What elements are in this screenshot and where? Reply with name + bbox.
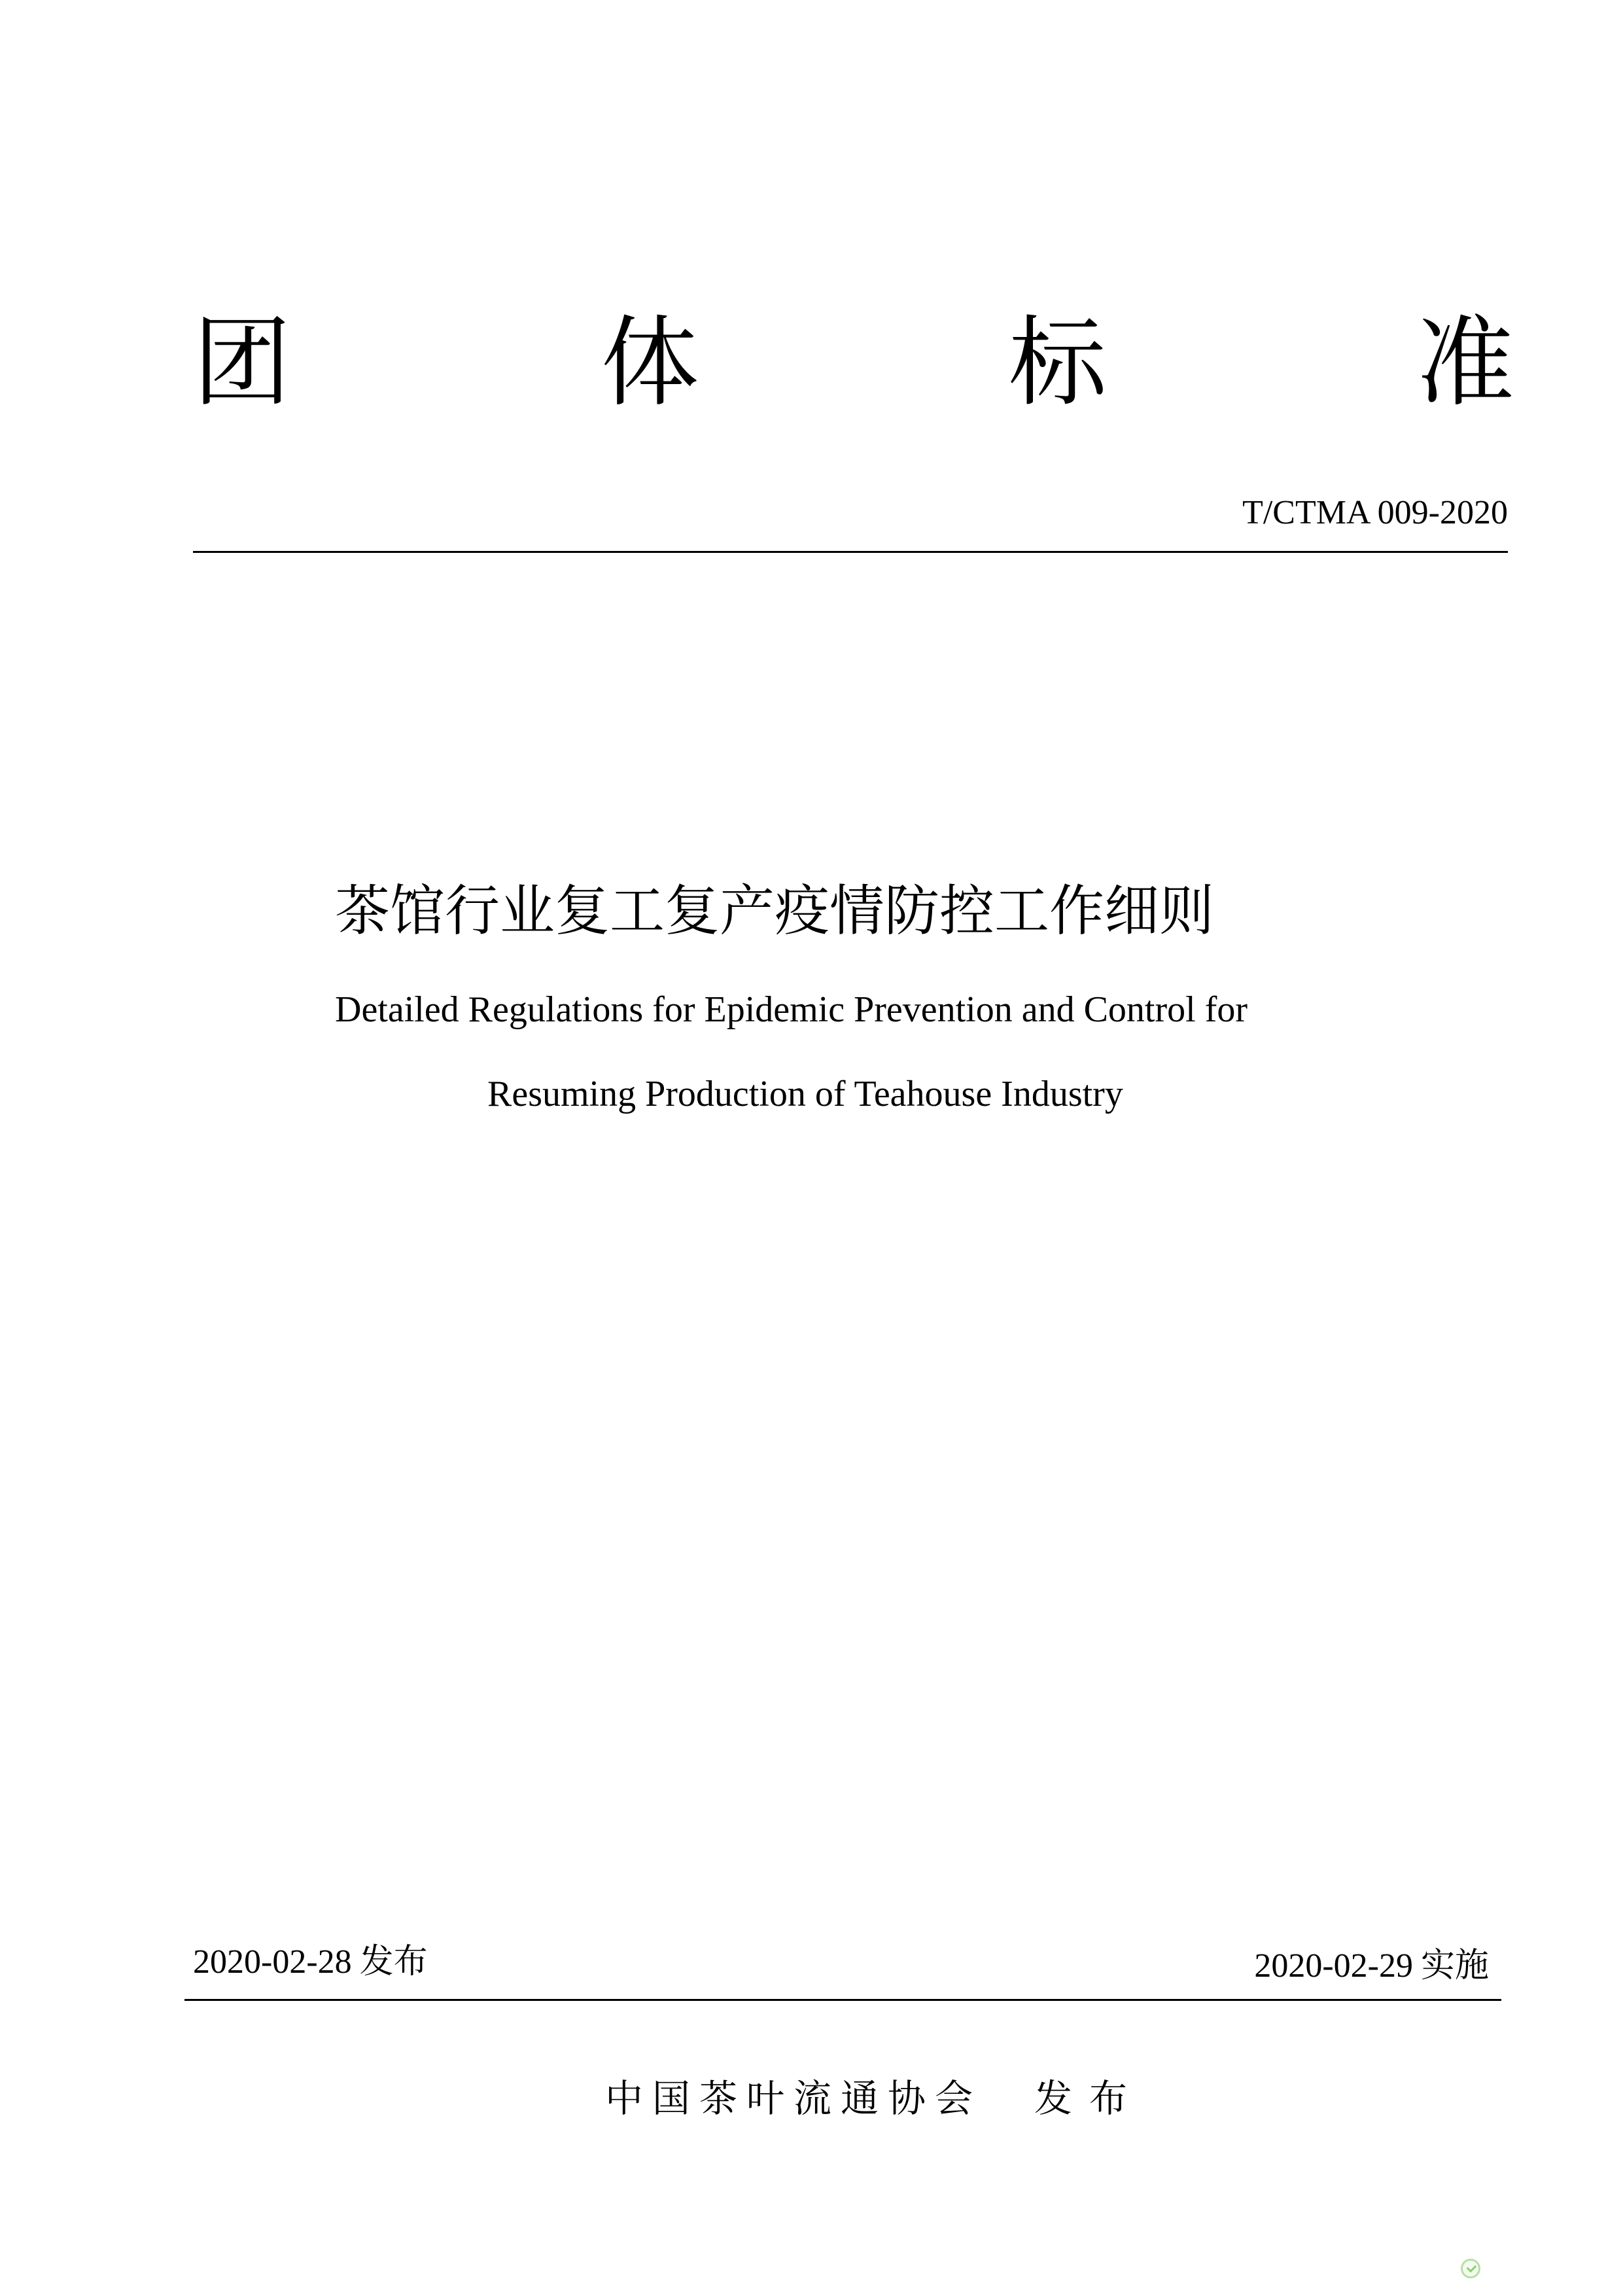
publisher-action: 发布 (1034, 2076, 1145, 2121)
heading-char-2: 体 (601, 306, 699, 420)
release-label: 发布 (359, 1942, 428, 1981)
title-chinese: 茶馆行业复工复产疫情防控工作细则 (335, 879, 1215, 943)
top-divider (193, 551, 1508, 553)
heading-char-4: 准 (1416, 306, 1514, 420)
publisher-name: 中国茶叶流通协会 (605, 2076, 983, 2121)
release-date-value: 2020-02-28 (193, 1943, 352, 1981)
release-date (193, 1942, 428, 1981)
implementation-date-value: 2020-02-29 (1254, 1947, 1413, 1985)
title-english-line-2: Resuming Production of Teahouse Industry (487, 1074, 1123, 1114)
publisher-line (605, 2076, 1145, 2121)
heading-char-1: 团 (193, 306, 292, 420)
title-english-line-1: Detailed Regulations for Epidemic Prevention and Control for (335, 989, 1248, 1030)
check-circle-icon (1461, 2259, 1480, 2278)
standard-code: T/CTMA 009-2020 (1242, 494, 1508, 531)
bottom-divider (184, 1999, 1501, 2001)
heading-char-3: 标 (1008, 306, 1107, 420)
implementation-label: 实施 (1420, 1946, 1489, 1985)
implementation-date (1254, 1946, 1489, 1985)
document-category-heading (193, 301, 1514, 425)
